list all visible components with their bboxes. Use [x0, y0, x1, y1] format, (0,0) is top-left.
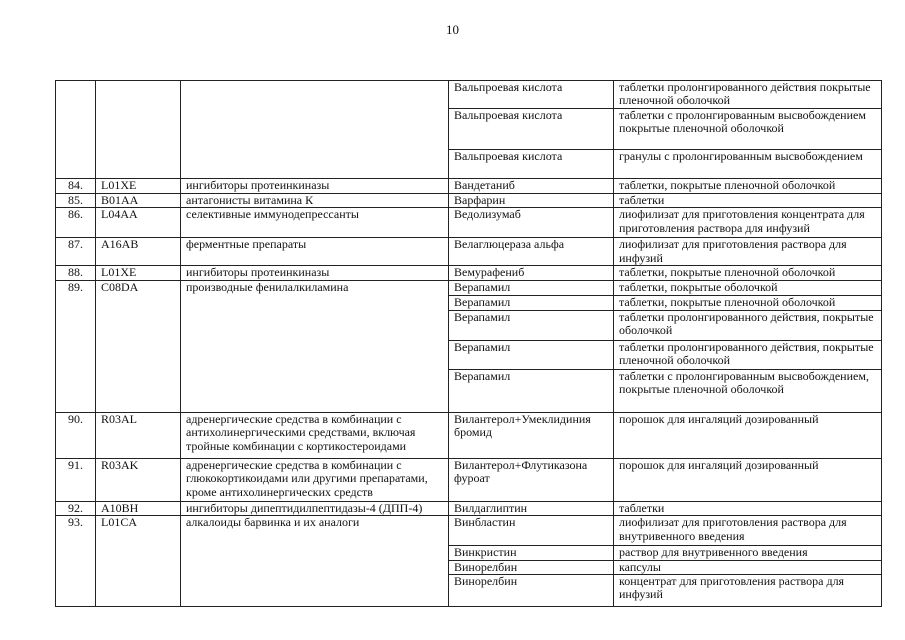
- drug-name: Вальпроевая кислота: [449, 81, 614, 109]
- dosage-form: концентрат для приготовления раствора для инфузий: [614, 575, 882, 607]
- pharmacological-group: антагонисты витамина К: [181, 194, 449, 208]
- drug-name: Вальпроевая кислота: [449, 150, 614, 179]
- drug-name: Верапамил: [449, 369, 614, 412]
- dosage-form: раствор для внутривенного введения: [614, 546, 882, 560]
- atc-code: L01XE: [96, 266, 181, 281]
- page-number: 10: [446, 22, 459, 37]
- row-number: 88.: [56, 266, 96, 281]
- table-row: [56, 81, 882, 109]
- table-row: [56, 208, 882, 238]
- row-number: 86.: [56, 208, 96, 238]
- dosage-form: порошок для ингаляций дозированный: [614, 458, 882, 501]
- drug-name: Вилдаглиптин: [449, 501, 614, 515]
- row-number: 84.: [56, 179, 96, 194]
- row-number: 90.: [56, 412, 96, 458]
- table-row: [56, 266, 882, 281]
- atc-code: B01AA: [96, 194, 181, 208]
- atc-code: [96, 81, 181, 179]
- pharmacological-group: ингибиторы протеинкиназы: [181, 179, 449, 194]
- dosage-form: таблетки, покрытые пленочной оболочкой: [614, 179, 882, 194]
- dosage-form: таблетки: [614, 501, 882, 515]
- dosage-form: таблетки пролонгированного действия, покрытые оболочкой: [614, 310, 882, 340]
- drug-name: Верапамил: [449, 340, 614, 369]
- atc-code: A16AB: [96, 238, 181, 266]
- dosage-form: таблетки: [614, 194, 882, 208]
- drug-name: Верапамил: [449, 310, 614, 340]
- dosage-form: таблетки, покрытые пленочной оболочкой: [614, 296, 882, 310]
- atc-code: A10BH: [96, 501, 181, 515]
- pharmacological-group: ферментные препараты: [181, 238, 449, 266]
- dosage-form: таблетки, покрытые оболочкой: [614, 281, 882, 296]
- drug-list-table: [55, 80, 882, 607]
- drug-name: Винкристин: [449, 546, 614, 560]
- dosage-form: таблетки с пролонгированным высвобождением покрытые пленочной оболочкой: [614, 109, 882, 150]
- row-number: 85.: [56, 194, 96, 208]
- drug-name: Верапамил: [449, 296, 614, 310]
- pharmacological-group: ингибиторы протеинкиназы: [181, 266, 449, 281]
- row-number: 92.: [56, 501, 96, 515]
- drug-name: Винорелбин: [449, 560, 614, 574]
- dosage-form: лиофилизат для приготовления раствора для инфузий: [614, 238, 882, 266]
- dosage-form: таблетки пролонгированного действия покрытые пленочной оболочкой: [614, 81, 882, 109]
- row-number: 91.: [56, 458, 96, 501]
- dosage-form: лиофилизат для приготовления концентрата для приготовления раствора для инфузий: [614, 208, 882, 238]
- table-row: [56, 458, 882, 501]
- dosage-form: лиофилизат для приготовления раствора для внутривенного введения: [614, 516, 882, 546]
- dosage-form: таблетки пролонгированного действия, покрытые пленочной оболочкой: [614, 340, 882, 369]
- table-row: [56, 194, 882, 208]
- drug-name: Винбластин: [449, 516, 614, 546]
- drug-name: Варфарин: [449, 194, 614, 208]
- dosage-form: капсулы: [614, 560, 882, 574]
- pharmacological-group: алкалоиды барвинка и их аналоги: [181, 516, 449, 607]
- dosage-form: гранулы с пролонгированным высвобождением: [614, 150, 882, 179]
- atc-code: R03AK: [96, 458, 181, 501]
- atc-code: L04AA: [96, 208, 181, 238]
- atc-code: L01XE: [96, 179, 181, 194]
- atc-code: L01CA: [96, 516, 181, 607]
- table-row: [56, 412, 882, 458]
- drug-name: Винорелбин: [449, 575, 614, 607]
- pharmacological-group: селективные иммунодепрессанты: [181, 208, 449, 238]
- row-number: 89.: [56, 281, 96, 412]
- row-number: 87.: [56, 238, 96, 266]
- atc-code: C08DA: [96, 281, 181, 412]
- pharmacological-group: производные фенилалкиламина: [181, 281, 449, 412]
- table-row: [56, 501, 882, 515]
- drug-name: Вилантерол+Умеклидиния бромид: [449, 412, 614, 458]
- row-number: 93.: [56, 516, 96, 607]
- dosage-form: таблетки, покрытые пленочной оболочкой: [614, 266, 882, 281]
- pharmacological-group: адренергические средства в комбинации с антихолинергическими средствами, включая тройные комбинации с кортикостероидами: [181, 412, 449, 458]
- drug-name: Вандетаниб: [449, 179, 614, 194]
- dosage-form: таблетки с пролонгированным высвобождением, покрытые пленочной оболочкой: [614, 369, 882, 412]
- dosage-form: порошок для ингаляций дозированный: [614, 412, 882, 458]
- drug-name: Вальпроевая кислота: [449, 109, 614, 150]
- table-row: [56, 179, 882, 194]
- table-row: [56, 516, 882, 546]
- drug-name: Вилантерол+Флутиказона фуроат: [449, 458, 614, 501]
- atc-code: R03AL: [96, 412, 181, 458]
- table-row: [56, 238, 882, 266]
- pharmacological-group: [181, 81, 449, 179]
- pharmacological-group: ингибиторы дипептидилпептидазы-4 (ДПП-4): [181, 501, 449, 515]
- drug-name: Велаглюцераза альфа: [449, 238, 614, 266]
- drug-name: Верапамил: [449, 281, 614, 296]
- table-row: [56, 281, 882, 296]
- pharmacological-group: адренергические средства в комбинации с глюкокортикоидами или другими препаратами, кроме антихолинергических средств: [181, 458, 449, 501]
- table-body: [56, 81, 882, 607]
- row-number: [56, 81, 96, 179]
- drug-name: Вемурафениб: [449, 266, 614, 281]
- drug-name: Ведолизумаб: [449, 208, 614, 238]
